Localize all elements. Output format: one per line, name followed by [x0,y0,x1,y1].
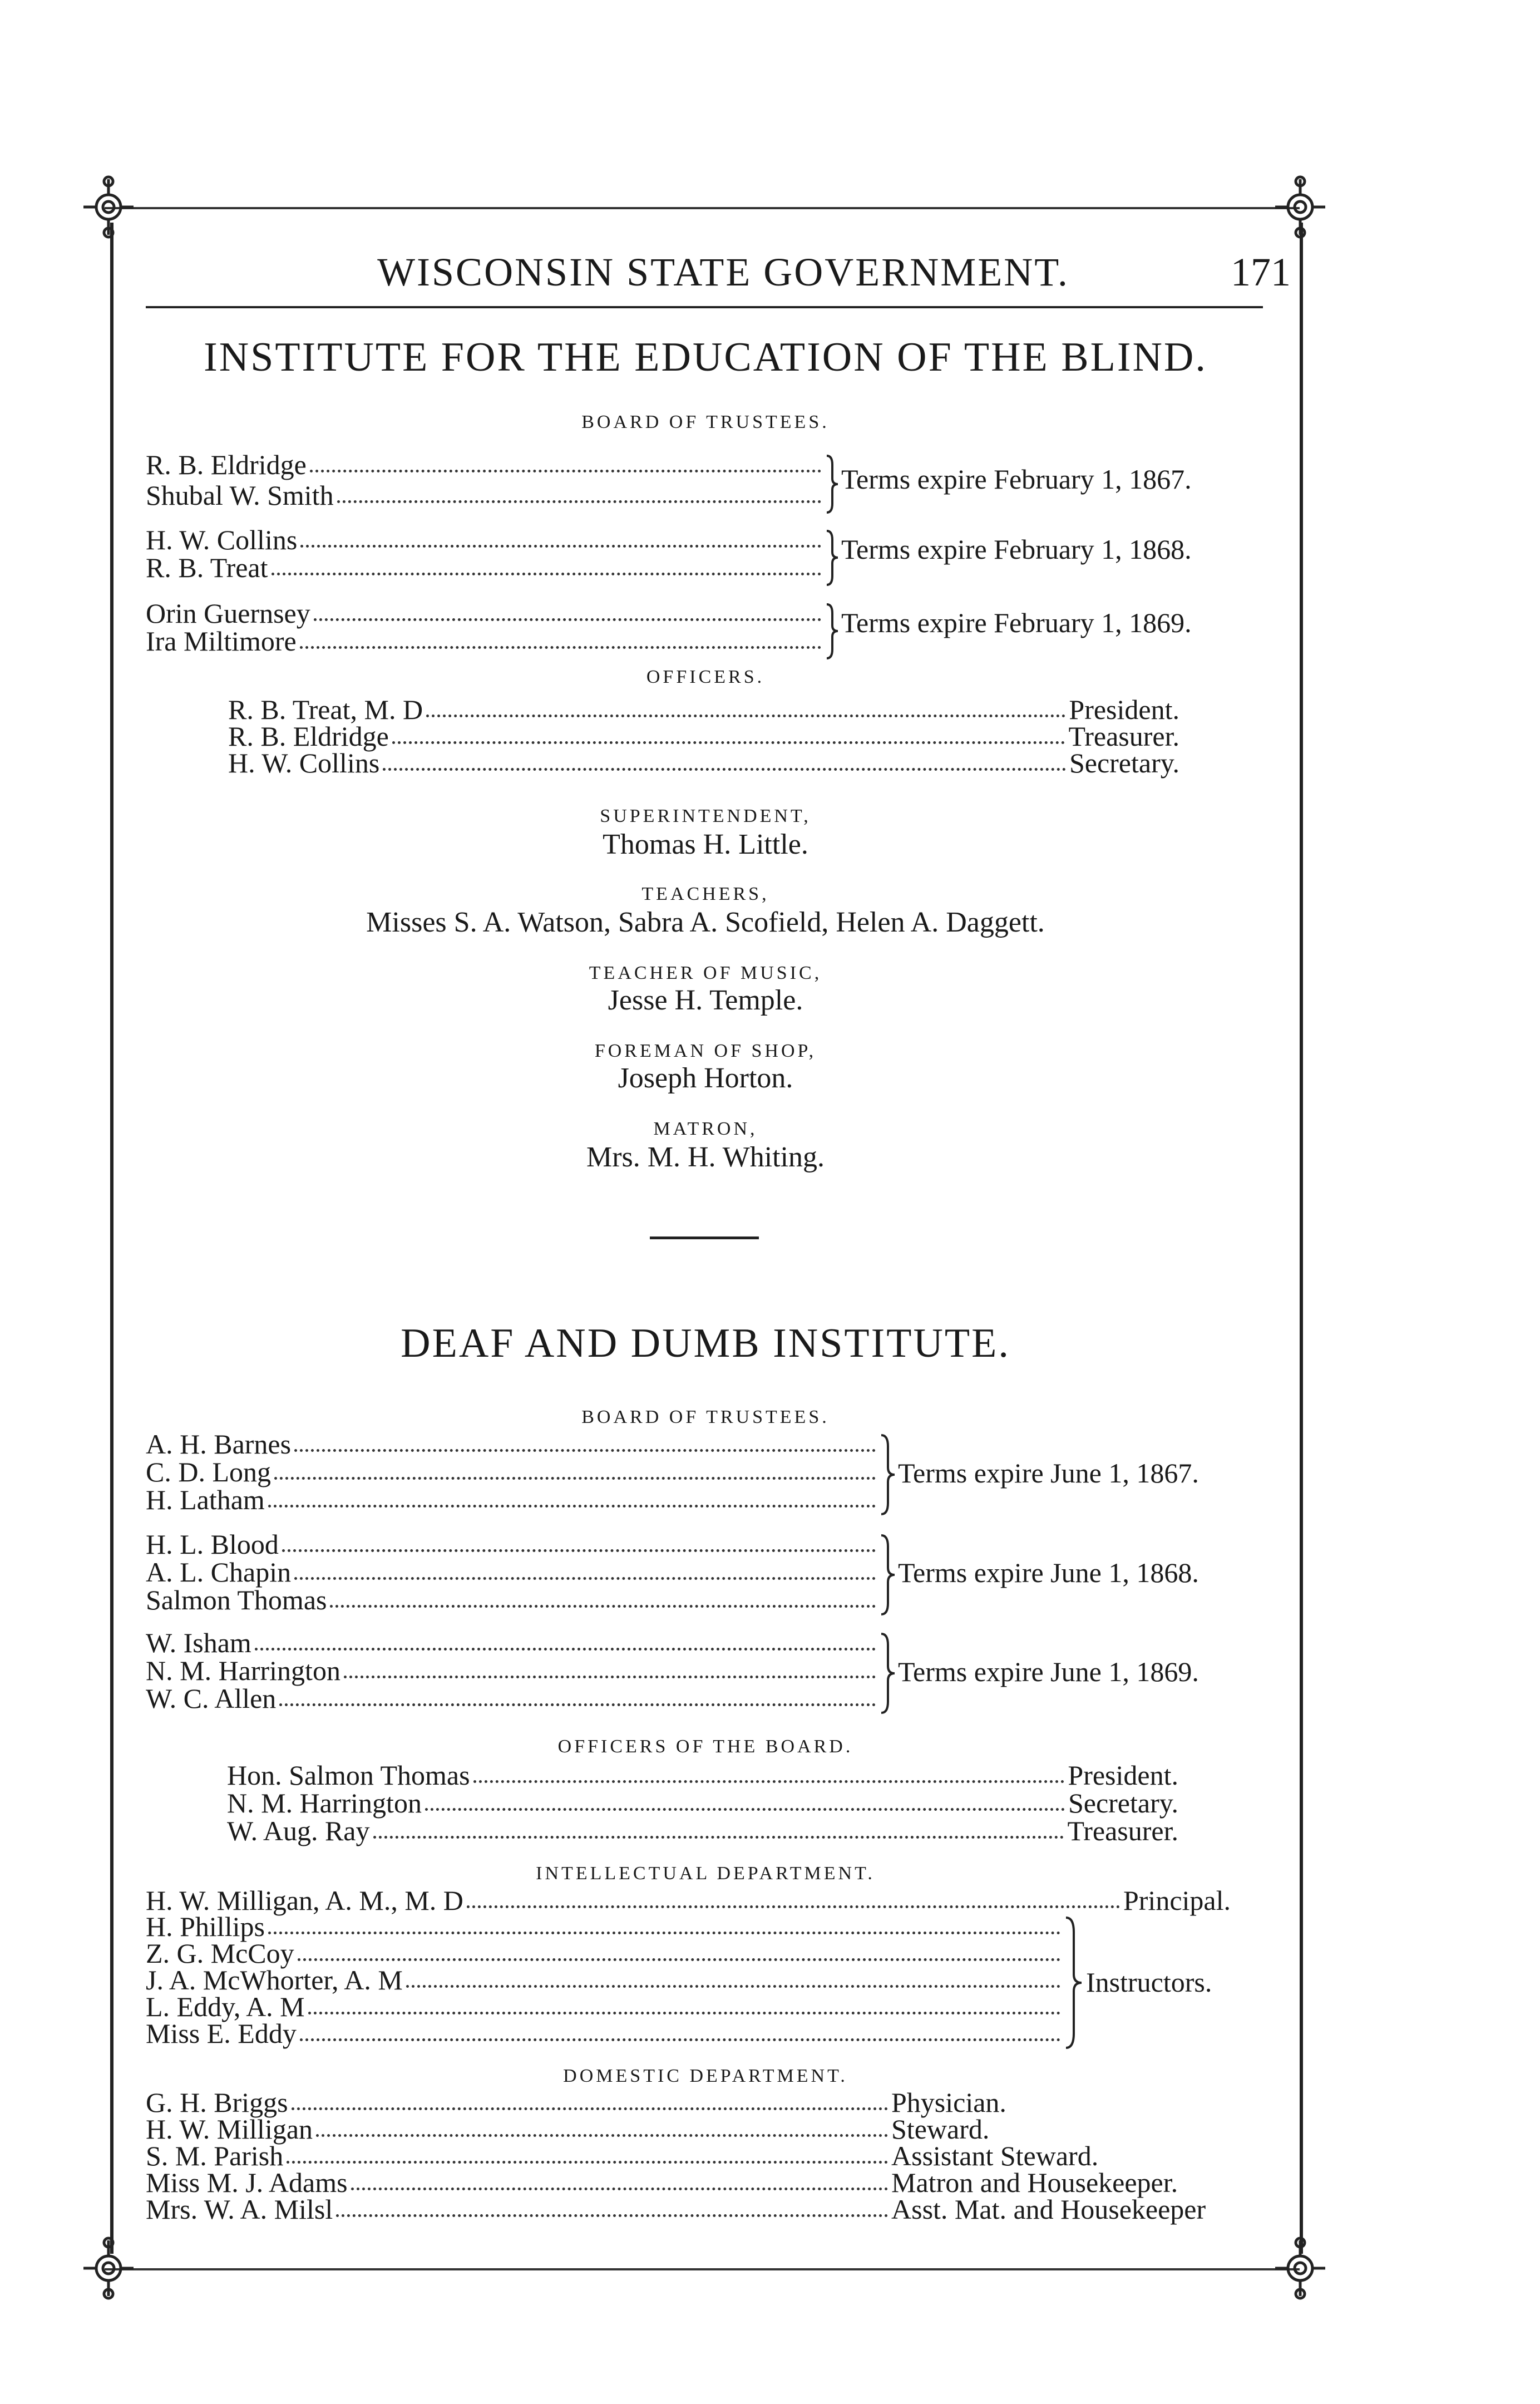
instructor-name: H. Phillips [146,1911,265,1942]
corner-ornament-icon [1270,2235,1331,2302]
dot-leader [294,1449,876,1452]
instructor-name: Z. G. McCoy [146,1938,294,1969]
dot-leader [316,2112,888,2137]
dot-leader [292,2086,888,2110]
trustee-name: H. W. Collins [146,524,298,555]
frame-right-rule [1300,223,1303,2254]
corner-ornament-icon [1270,174,1331,240]
brace-icon [879,1632,898,1715]
section-divider [650,1237,759,1239]
officer-role: Treasurer. [1068,721,1179,752]
page-number: 171 [1231,250,1291,294]
officer-role: Treasurer. [1067,1815,1178,1846]
dot-leader [425,1808,1065,1811]
term-note: Terms expire June 1, 1868. [898,1557,1199,1588]
blind-officers-heading: OFFICERS. [646,667,765,687]
dot-leader [351,2166,888,2190]
dot-leader [282,1549,876,1552]
list-item [146,1682,879,1715]
dot-leader [294,1577,876,1580]
domestic-name: Miss M. J. Adams [146,2167,348,2198]
officer-name: R. B. Eldridge [228,721,389,752]
foreman-heading: FOREMAN OF SHOP, [594,1041,817,1061]
dot-leader [274,1477,876,1480]
matron-name: Mrs. M. H. Whiting. [586,1141,825,1173]
domestic-entry [146,2193,891,2226]
trustee-name: C. D. Long [146,1456,271,1487]
trustee-name: Orin Guernsey [146,598,310,629]
domestic-name: S. M. Parish [146,2140,284,2171]
foreman-name: Joseph Horton. [618,1062,793,1094]
brace-icon [825,529,841,587]
header-rule [146,306,1263,308]
dot-leader [268,1505,876,1508]
dot-leader [392,741,1065,744]
trustee-name: H. Latham [146,1484,265,1515]
intellectual-department-heading: INTELLECTUAL DEPARTMENT. [536,1863,875,1884]
dot-leader [426,715,1065,717]
domestic-role: Physician. [891,2087,1006,2118]
list-item [227,1814,1178,1848]
superintendent-heading: SUPERINTENDENT, [600,806,811,826]
dot-leader [337,500,821,503]
list-item [146,551,825,584]
principal-name: H. W. Milligan, A. M., M. D [146,1885,463,1916]
dot-leader [336,2193,888,2217]
brace-icon [1064,1915,1086,2050]
term-note: Terms expire February 1, 1867. [841,464,1192,495]
dot-leader [255,1648,876,1651]
officer-role: President. [1069,694,1179,725]
matron-heading: MATRON, [653,1119,758,1139]
term-note: Terms expire June 1, 1867. [898,1457,1199,1489]
officer-role: Secretary. [1069,747,1179,779]
dot-leader [268,1932,1060,1934]
list-item [146,2193,1286,2226]
brace-icon [879,1433,898,1516]
domestic-role: Matron and Housekeeper. [891,2167,1178,2198]
teachers-names: Misses S. A. Watson, Sabra A. Scofield, Helen A. Daggett. [366,907,1045,938]
corner-ornament-icon [78,174,139,240]
domestic-name: G. H. Briggs [146,2087,288,2118]
domestic-role: Assistant Steward. [891,2140,1099,2171]
officer-name: H. W. Collins [228,747,380,779]
domestic-name: Mrs. W. A. Milsl [146,2194,333,2225]
instructor-name: Miss E. Eddy [146,2018,297,2049]
dot-leader [287,2139,888,2164]
dot-leader [406,1985,1060,1988]
officer-name: N. M. Harrington [227,1787,422,1819]
deaf-institute-title: DEAF AND DUMB INSTITUTE. [401,1321,1010,1366]
list-item [146,624,825,658]
list-item [146,448,825,481]
dot-leader [300,545,821,548]
dot-leader [310,470,821,472]
trustee-name: A. L. Chapin [146,1556,292,1588]
deaf-officers-heading: OFFICERS OF THE BOARD. [557,1736,853,1757]
blind-institute-title: INSTITUTE FOR THE EDUCATION OF THE BLIND. [204,334,1207,380]
brace-icon [825,454,841,515]
dot-leader [330,1605,876,1608]
dot-leader [373,1836,1064,1839]
dot-leader [308,2012,1060,2014]
frame-left-rule [110,223,113,2254]
term-note: Terms expire February 1, 1869. [841,607,1192,638]
domestic-department-heading: DOMESTIC DEPARTMENT. [563,2066,848,2086]
list-item [146,1483,879,1516]
trustee-name: W. C. Allen [146,1683,277,1714]
brace-icon [825,602,841,661]
trustee-name: N. M. Harrington [146,1655,340,1686]
officer-name: Hon. Salmon Thomas [227,1760,470,1791]
teachers-heading: TEACHERS, [641,884,769,904]
trustee-name: R. B. Treat [146,552,268,583]
instructor-name: L. Eddy, A. M [146,1991,305,2022]
term-note: Terms expire June 1, 1869. [898,1656,1199,1687]
dot-leader [383,768,1066,771]
domestic-role: Asst. Mat. and Housekeeper [891,2194,1206,2225]
officer-role: President. [1068,1760,1178,1791]
deaf-board-heading: BOARD OF TRUSTEES. [581,1407,830,1427]
instructors-role: Instructors. [1086,1967,1212,1998]
principal-role: Principal. [1123,1885,1231,1916]
trustee-name: Salmon Thomas [146,1584,327,1615]
dot-leader [473,1780,1065,1783]
list-item [146,1583,879,1617]
running-header: WISCONSIN STATE GOVERNMENT. [377,250,1069,294]
domestic-name: H. W. Milligan [146,2114,313,2145]
dot-leader [314,618,821,621]
dot-leader [467,1905,1120,1908]
music-teacher-heading: TEACHER OF MUSIC, [589,963,822,983]
term-note: Terms expire February 1, 1868. [841,534,1192,565]
list-item [146,479,825,512]
list-item [228,746,1179,780]
trustee-name: H. L. Blood [146,1529,279,1560]
trustee-name: Shubal W. Smith [146,480,334,511]
dot-leader [298,1958,1060,1961]
domestic-role: Steward. [891,2114,990,2145]
dot-leader [300,646,821,649]
dot-leader [300,2038,1060,2041]
dot-leader [279,1703,876,1706]
frame-top-rule [105,207,1300,209]
superintendent-name: Thomas H. Little. [603,829,808,860]
dot-leader [272,573,821,575]
list-item [146,2017,1064,2050]
frame-bottom-rule [105,2268,1300,2270]
officer-role: Secretary. [1068,1787,1178,1819]
instructor-name: J. A. McWhorter, A. M [146,1964,403,1996]
music-teacher-name: Jesse H. Temple. [608,984,803,1016]
trustee-name: Ira Miltimore [146,625,297,657]
brace-icon [879,1533,898,1617]
trustee-name: A. H. Barnes [146,1428,292,1460]
officer-name: W. Aug. Ray [227,1815,370,1846]
trustee-name: R. B. Eldridge [146,449,307,480]
officer-name: R. B. Treat, M. D [228,694,423,725]
corner-ornament-icon [78,2235,139,2302]
blind-board-heading: BOARD OF TRUSTEES. [581,412,830,432]
dot-leader [344,1676,876,1678]
trustee-name: W. Isham [146,1627,251,1658]
